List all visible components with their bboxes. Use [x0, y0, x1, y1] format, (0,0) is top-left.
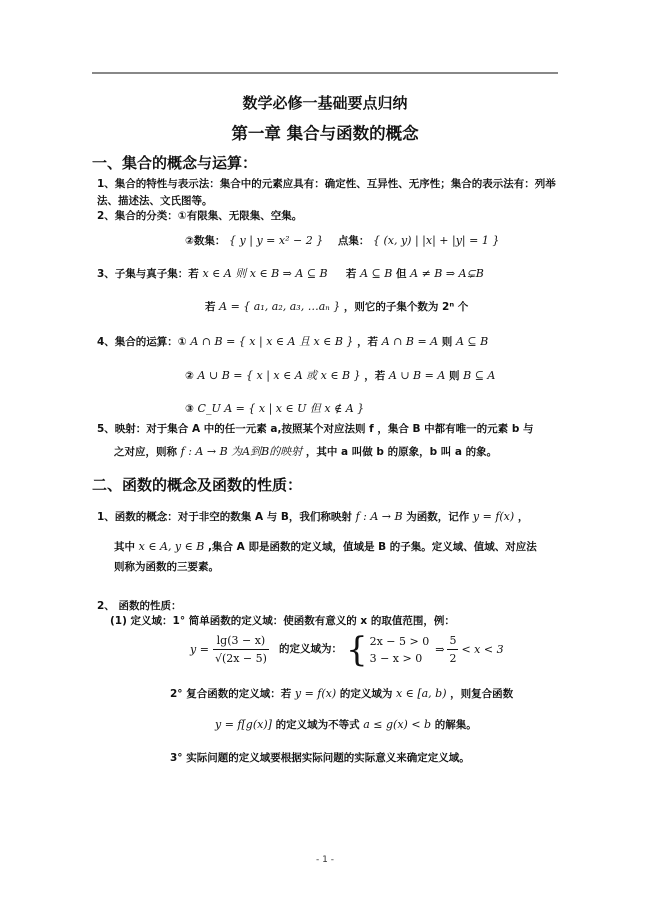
subset-math-3: A ≠ B ⇒ A⊊B — [410, 267, 484, 280]
paragraph-1-3 — [97, 265, 484, 283]
composite-pre: 2° 复合函数的定义域：若 — [170, 688, 292, 700]
paragraph-1-2: 2、集合的分类：①有限集、无限集、空集。 — [97, 210, 303, 222]
domain-example — [190, 629, 504, 670]
subset-count-label: 若 — [205, 301, 216, 313]
function-def-mid: 为函数，记作 — [406, 511, 470, 523]
complement-line — [185, 400, 364, 418]
intersection-math: A ∩ B = { x | x ∈ A 且 x ∈ B } — [190, 335, 354, 348]
example-y: y = — [190, 643, 209, 656]
practical-domain-line: 3° 实际问题的定义域要根据实际问题的实际意义来确定定义域。 — [170, 752, 470, 764]
composite-solution: 的解集。 — [434, 719, 477, 731]
composite-func: y = f[g(x)] — [215, 718, 272, 731]
union-line — [185, 367, 495, 385]
composite-post: ，则复合函数 — [450, 688, 514, 700]
subset-count-math: A = { a₁, a₂, a₃, …aₙ } — [219, 300, 341, 313]
union-cond: A ∪ B = A — [388, 369, 446, 382]
mapping-math: f : A → B 为A到B的映射 — [180, 445, 303, 458]
where-math: x ∈ A, y ∈ B — [138, 540, 205, 553]
composite-math-2: x ∈ [a, b) — [395, 687, 447, 700]
chapter-title: 第一章 集合与函数的概念 — [231, 124, 419, 143]
result-numerator: 5 — [447, 632, 458, 650]
subset-but: 但 — [395, 268, 407, 280]
composite-ineq-label: 的定义域为不等式 — [275, 719, 360, 731]
subset-mid: 若 — [345, 268, 357, 280]
number-set-label: ②数集： — [185, 235, 226, 247]
composite-mid: 的定义域为 — [339, 688, 393, 700]
section-heading-1: 一、集合的概念与运算： — [92, 154, 258, 172]
union-marker: ② — [185, 370, 194, 382]
implies-symbol: ⇒ — [435, 643, 445, 656]
operations-label: 4、集合的运算：① — [97, 336, 187, 348]
where-post: ,集合 A 即是函数的定义域，值域是 B 的子集。定义域、值域、对应法 — [208, 541, 537, 553]
union-if: ，若 — [364, 370, 386, 382]
doc-title: 数学必修一基础要点归纳 — [242, 94, 408, 112]
paragraph-1-5-line-1: 5、映射：对于集合 A 中的任一元素 a,按照某个对应法则 f ，集合 B 中都有唯一的元素 b 与 — [97, 423, 534, 435]
system-brace: { — [345, 629, 368, 670]
example-numerator: lg(3 − x) — [213, 632, 269, 650]
inequality-2: 3 − x > 0 — [369, 651, 423, 665]
mapping-post: ，其中 a 叫做 b 的原象，b 叫 a 的象。 — [305, 446, 498, 458]
example-fraction — [213, 632, 269, 667]
result-fraction — [447, 632, 458, 667]
section-heading-2: 二、函数的概念及函数的性质： — [92, 476, 303, 494]
paragraph-2-1 — [97, 508, 528, 526]
intersection-then: 则 — [441, 336, 453, 348]
point-set-math: { (x, y) | |x| + |y| = 1 } — [372, 234, 500, 247]
subset-count-line — [205, 298, 468, 316]
result-range: < x < 3 — [461, 643, 504, 656]
mapping-pre: 之对应，则称 — [114, 446, 177, 458]
union-math: A ∪ B = { x | x ∈ A 或 x ∈ B } — [197, 369, 361, 382]
properties-heading: 2、 函数的性质： — [97, 600, 182, 612]
intersection-if: ，若 — [357, 336, 379, 348]
function-def-notation: y = f(x) — [472, 510, 515, 523]
domain-intro: (1) 定义域：1° 简单函数的定义域：使函数有意义的 x 的取值范围，例： — [110, 615, 455, 627]
composite-ineq: a ≤ g(x) < b — [363, 718, 432, 731]
example-domain-label: 的定义域为： — [278, 643, 342, 655]
paragraph-1-5-line-2 — [114, 443, 497, 461]
inequality-system — [370, 633, 430, 667]
composite-domain-line — [170, 685, 513, 703]
function-def-math: f : A → B — [355, 510, 403, 523]
paragraph-1-4 — [97, 333, 488, 351]
paragraph-1-1: 1、集合的特性与表示法：集合中的元素应具有：确定性、互异性、无序性；集合的表示法有：列举法、描述法、文氏图等。 — [97, 178, 556, 207]
union-result: B ⊆ A — [463, 369, 496, 382]
intersection-result: A ⊆ B — [455, 335, 489, 348]
subset-label: 3、子集与真子集：若 — [97, 268, 199, 280]
subset-math-2: A ⊆ B — [360, 267, 393, 280]
page-number: - 1 - — [316, 855, 334, 865]
paragraph-2-1-line-2 — [114, 538, 537, 556]
complement-marker: ③ — [185, 403, 194, 415]
example-denominator: √(2x − 5) — [214, 652, 267, 665]
result-denominator: 2 — [449, 652, 457, 665]
subset-count-text: ，则它的子集个数为 2ⁿ 个 — [343, 301, 469, 313]
where-pre: 其中 — [114, 541, 135, 553]
function-def-pre: 1、函数的概念：对于非空的数集 A 与 B，我们称映射 — [97, 511, 352, 523]
subset-math-1: x ∈ A 则 x ∈ B ⇒ A ⊆ B — [202, 267, 328, 280]
number-set-math: { y | y = x² − 2 } — [229, 234, 324, 247]
paragraph-2-1-line-3: 则称为函数的三要素。 — [114, 561, 219, 573]
inequality-1: 2x − 5 > 0 — [369, 634, 430, 648]
function-def-comma: ， — [517, 511, 529, 523]
union-then: 则 — [448, 370, 460, 382]
composite-domain-line-2 — [215, 716, 477, 734]
intersection-cond: A ∩ B = A — [381, 335, 439, 348]
top-rule — [92, 72, 558, 74]
number-set-line — [185, 232, 499, 250]
complement-math: C_U A = { x | x ∈ U 但 x ∉ A } — [197, 402, 365, 415]
point-set-label: 点集： — [337, 235, 370, 247]
composite-math-1: y = f(x) — [294, 687, 337, 700]
